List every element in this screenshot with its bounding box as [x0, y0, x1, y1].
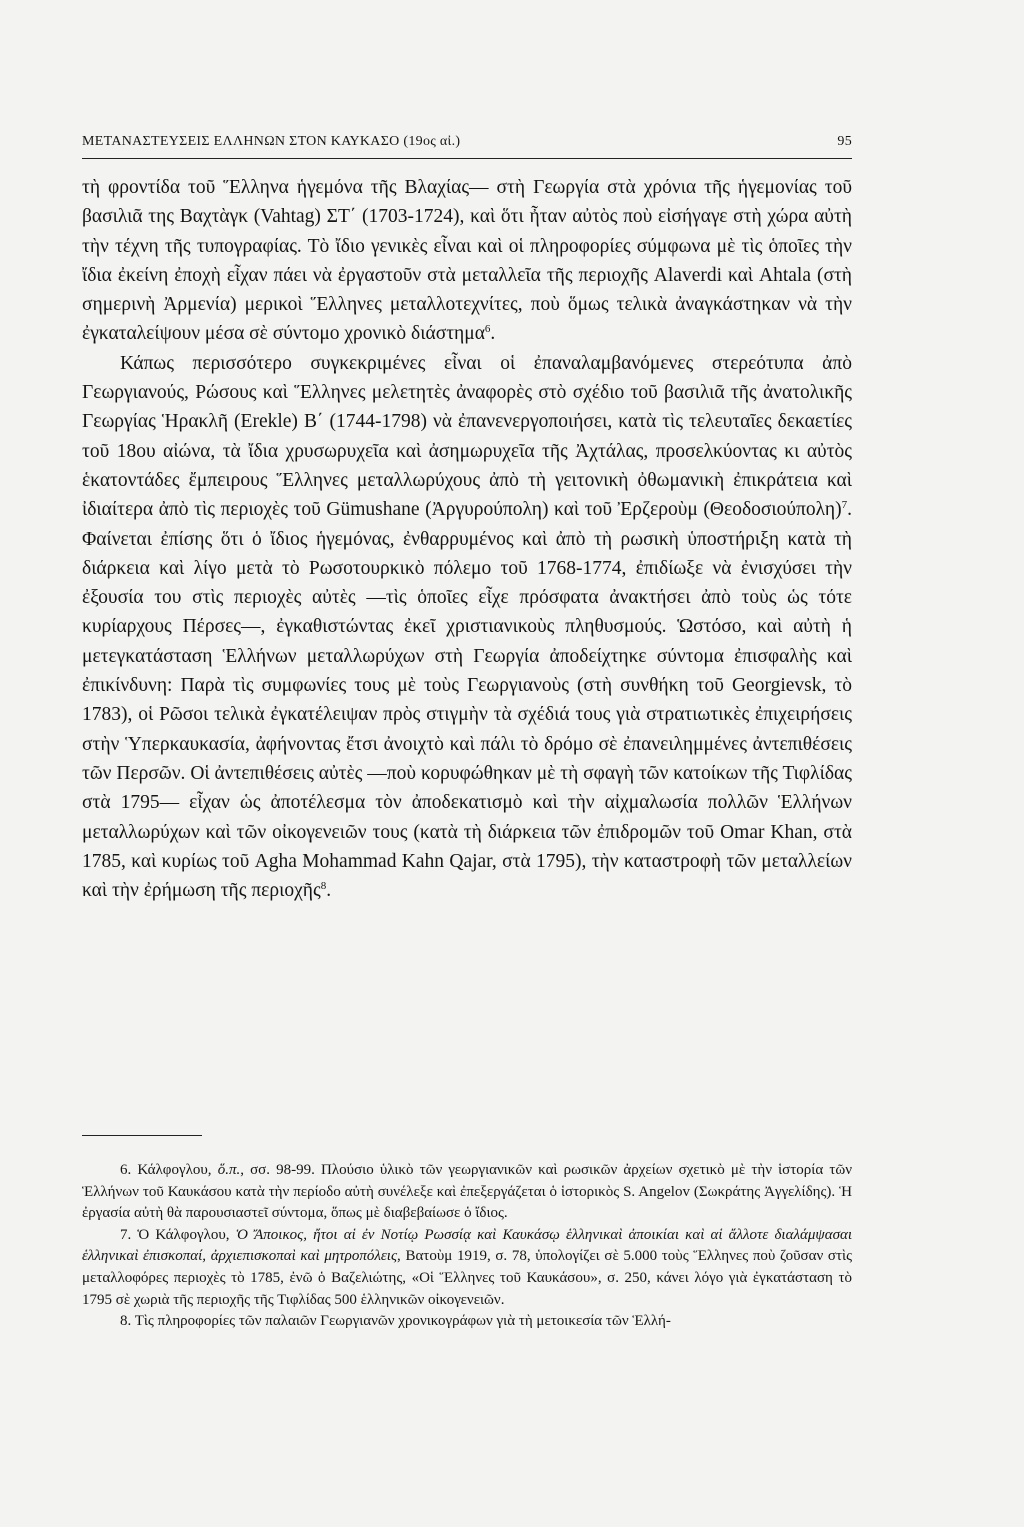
footnote-8 [82, 1311, 852, 1333]
paragraph-1-end: . [490, 323, 496, 345]
running-head-title: ΜΕΤΑΝΑΣΤΕΥΣΕΙΣ ΕΛΛΗΝΩΝ ΣΤΟΝ ΚΑΥΚΑΣΟ (19ος αἰ.) [82, 134, 461, 149]
footnote-6-italic: ὅ.π. [217, 1162, 241, 1178]
paragraph-2-text-b: . Φαίνεται ἐπίσης ὅτι ὁ ἴδιος ἡγεμόνας, ἐνθαρρυμένος καὶ ἀπὸ τὴ ρωσικὴ ὑποστήριξη κατὰ τὴ διάρκεια καὶ λίγο μετὰ τὸ Ρωσοτουρκικὸ πόλεμο τοῦ 1768-1774, ἐπιδίωξε νὰ ἐνισχύσει τὴν ἐξουσία του στὶς περιοχὲς αὐτὲς —τὶς ὁποῖες εἶχε πρόσφατα ἀνακτήσει ἀπὸ τοὺς ὡς τότε κυρίαρχους Πέρσες—, ἐγκαθιστώντας ἐκεῖ χριστιανικοὺς πληθυσμούς. Ὡστόσο, καὶ αὐτὴ ἡ μετεγκατάσταση Ἑλλήνων μεταλλωρύχων στὴ Γεωργία ἀποδείχτηκε σύντομα ἐπισφαλὴς καὶ ἐπικίνδυνη: Παρὰ τὶς συμφωνίες τους μὲ τοὺς Γεωργιανοὺς (στὴ συνθήκη τοῦ Georgievsk, τὸ 1783), οἱ Ρῶσοι τελικὰ ἐγκατέλειψαν πρὸς στιγμὴν τὰ σχέδιά τους γιὰ στρατιωτικὲς ἐπιχειρήσεις στὴν Ὑπερκαυκασία, ἀφήνοντας ἔτσι ἀνοιχτὸ καὶ πάλι τὸ δρόμο σὲ ἐπανειλημμένες ἀντεπιθέσεις τῶν Περσῶν. Οἱ ἀντεπιθέσεις αὐτὲς —ποὺ κορυφώθηκαν μὲ τὴ σφαγὴ τῶν κατοίκων τῆς Τιφλίδας στὰ 1795— εἶχαν ὡς ἀποτέλεσμα τὸν ἀποδεκατισμὸ καὶ τὴν αἰχμαλωσία πολλῶν Ἑλλήνων μεταλλωρύχων καὶ τῶν οἰκογενειῶν τους (κατὰ τὴ διάρκεια τῶν ἐπιδρομῶν τοῦ Omar Khan, στὰ 1785, καὶ κυρίως τοῦ Agha Mohammad Kahn Qajar, στὰ 1795), τὴν καταστροφὴ τῶν μεταλλείων καὶ τὴν ἐρήμωση τῆς περιοχῆς [82, 499, 852, 902]
footnote-7-italic-title: Ὁ Ἄποικος, ἤτοι αἱ ἐν Νοτίῳ Ρωσσίᾳ καὶ Καυκάσῳ ἑλληνικαὶ ἀποικίαι καὶ αἱ ἄλλοτε διαλάμψασαι ἑλληνικαὶ ἐπισκοπαί, ἀρχιεπισκοπαὶ καὶ μητροπόλεις [82, 1226, 853, 1265]
footnote-7 [82, 1225, 852, 1311]
footnote-separator [82, 1135, 202, 1136]
paragraph-2-text-a: Κάπως περισσότερο συγκεκριμένες εἶναι οἱ ἐπαναλαμβανόμενες στερεότυπα ἀπὸ Γεωργιανούς, Ρώσους καὶ Ἕλληνες μελετητὲς ἀναφορὲς στὸ σχέδιο τοῦ βασιλιᾶ τῆς ἀνατολικῆς Γεωργίας Ἡρακλῆ (Erekle) Β΄ (1744-1798) νὰ ἐπανενεργοποιήσει, κατὰ τὶς τελευταῖες δεκαετίες τοῦ 18ου αἰώνα, τὰ ἴδια χρυσωρυχεῖα καὶ ἀσημωρυχεῖα τῆς Ἀχτάλας, προσελκύοντας κι αὐτὸς ἑκατοντάδες ἔμπειρους Ἕλληνες μεταλλωρύχους ἀπὸ τὴ γειτονικὴ ὀθωμανικὴ ἐπικράτεια καὶ ἰδιαίτερα ἀπὸ τὶς περιοχὲς τοῦ Gümushane (Ἀργυρούπολη) καὶ τοῦ Ἐρζερoὺμ (Θεοδοσιούπολη) [82, 352, 852, 521]
main-text [82, 173, 852, 905]
paragraph-1-text: τὴ φροντίδα τοῦ Ἕλληνα ἡγεμόνα τῆς Βλαχίας— στὴ Γεωργία στὰ χρόνια τῆς ἡγεμονίας τοῦ βασιλιᾶ της Βαχτὰγκ (Vahtag) ΣΤ΄ (1703-1724), καὶ ὅτι ἦταν αὐτὸς ποὺ εἰσήγαγε στὴ χώρα αὐτὴ τὴν τέχνη τῆς τυπογραφίας. Τὸ ἴδιο γενικὲς εἶναι καὶ οἱ πληροφορίες σύμφωνα μὲ τὶς ὁποῖες τὴν ἴδια ἐκείνη ἐποχὴ εἶχαν πάει νὰ ἐργαστοῦν στὰ μεταλλεῖα τῆς περιοχῆς Alaverdi καὶ Ahtala (στὴ σημερινὴ Ἀρμενία) μερικοὶ Ἕλληνες μεταλλοτεχνίτες, ποὺ ὅμως τελικὰ ἀναγκάστηκαν νὰ τὴν ἐγκαταλείψουν μέσα σὲ σύντομο χρονικὸ διάστημα [82, 177, 852, 345]
footnote-ref-6[interactable]: 6 [484, 323, 491, 336]
footnotes [82, 1160, 852, 1333]
header-rule [82, 158, 852, 159]
page-number: 95 [837, 134, 852, 149]
footnote-ref-8[interactable]: 8 [320, 880, 327, 893]
footnote-6-lead: 6. Κάλφογλου, [120, 1162, 218, 1178]
footnote-ref-7[interactable]: 7 [841, 499, 848, 512]
paragraph-1 [82, 173, 852, 349]
footnote-7-lead: 7. Ὁ Κάλφογλου, [120, 1226, 236, 1243]
footnote-6-rest: , σσ. 98-99. Πλούσιο ὑλικὸ τῶν γεωργιανικῶν καὶ ρωσικῶν ἀρχείων σχετικὸ μὲ τὴν ἱστορία τῶν Ἑλλήνων τοῦ Καυκάσου κατὰ τὴν περίοδο αὐτὴ συνέλεξε καὶ ἐπεξεργάζεται ὁ ἱστορικὸς S. Angelov (Σωκράτης Ἀγγελίδης). Ἡ ἐργασία αὐτὴ θὰ παρουσιαστεῖ σύντομα, ὅπως μὲ διαβεβαίωσε ὁ ἴδιος. [82, 1162, 852, 1222]
footnote-6 [82, 1160, 852, 1225]
running-head [82, 134, 852, 150]
footnote-8-text: 8. Τὶς πληροφορίες τῶν παλαιῶν Γεωργιανῶν χρονικογράφων γιὰ τὴ μετοικεσία τῶν Ἑλλή- [120, 1313, 671, 1330]
footnote-7-rest: , Βατοὺμ 1919, σ. 78, ὑπολογίζει σὲ 5.000 τοὺς Ἕλληνες ποὺ ζοῦσαν στὶς μεταλλοφόρες περιοχὲς τὸ 1785, ἐνῶ ὁ Βαζελιώτης, «Οἱ Ἕλληνες τοῦ Καυκάσου», σ. 250, κάνει λόγο γιὰ ἐγκατάσταση τὸ 1795 σὲ χωριὰ τῆς περιοχῆς τῆς Τιφλίδας 500 ἑλληνικῶν οἰκογενειῶν. [82, 1248, 853, 1308]
paragraph-2-end: . [326, 880, 332, 902]
paragraph-2 [82, 349, 852, 906]
